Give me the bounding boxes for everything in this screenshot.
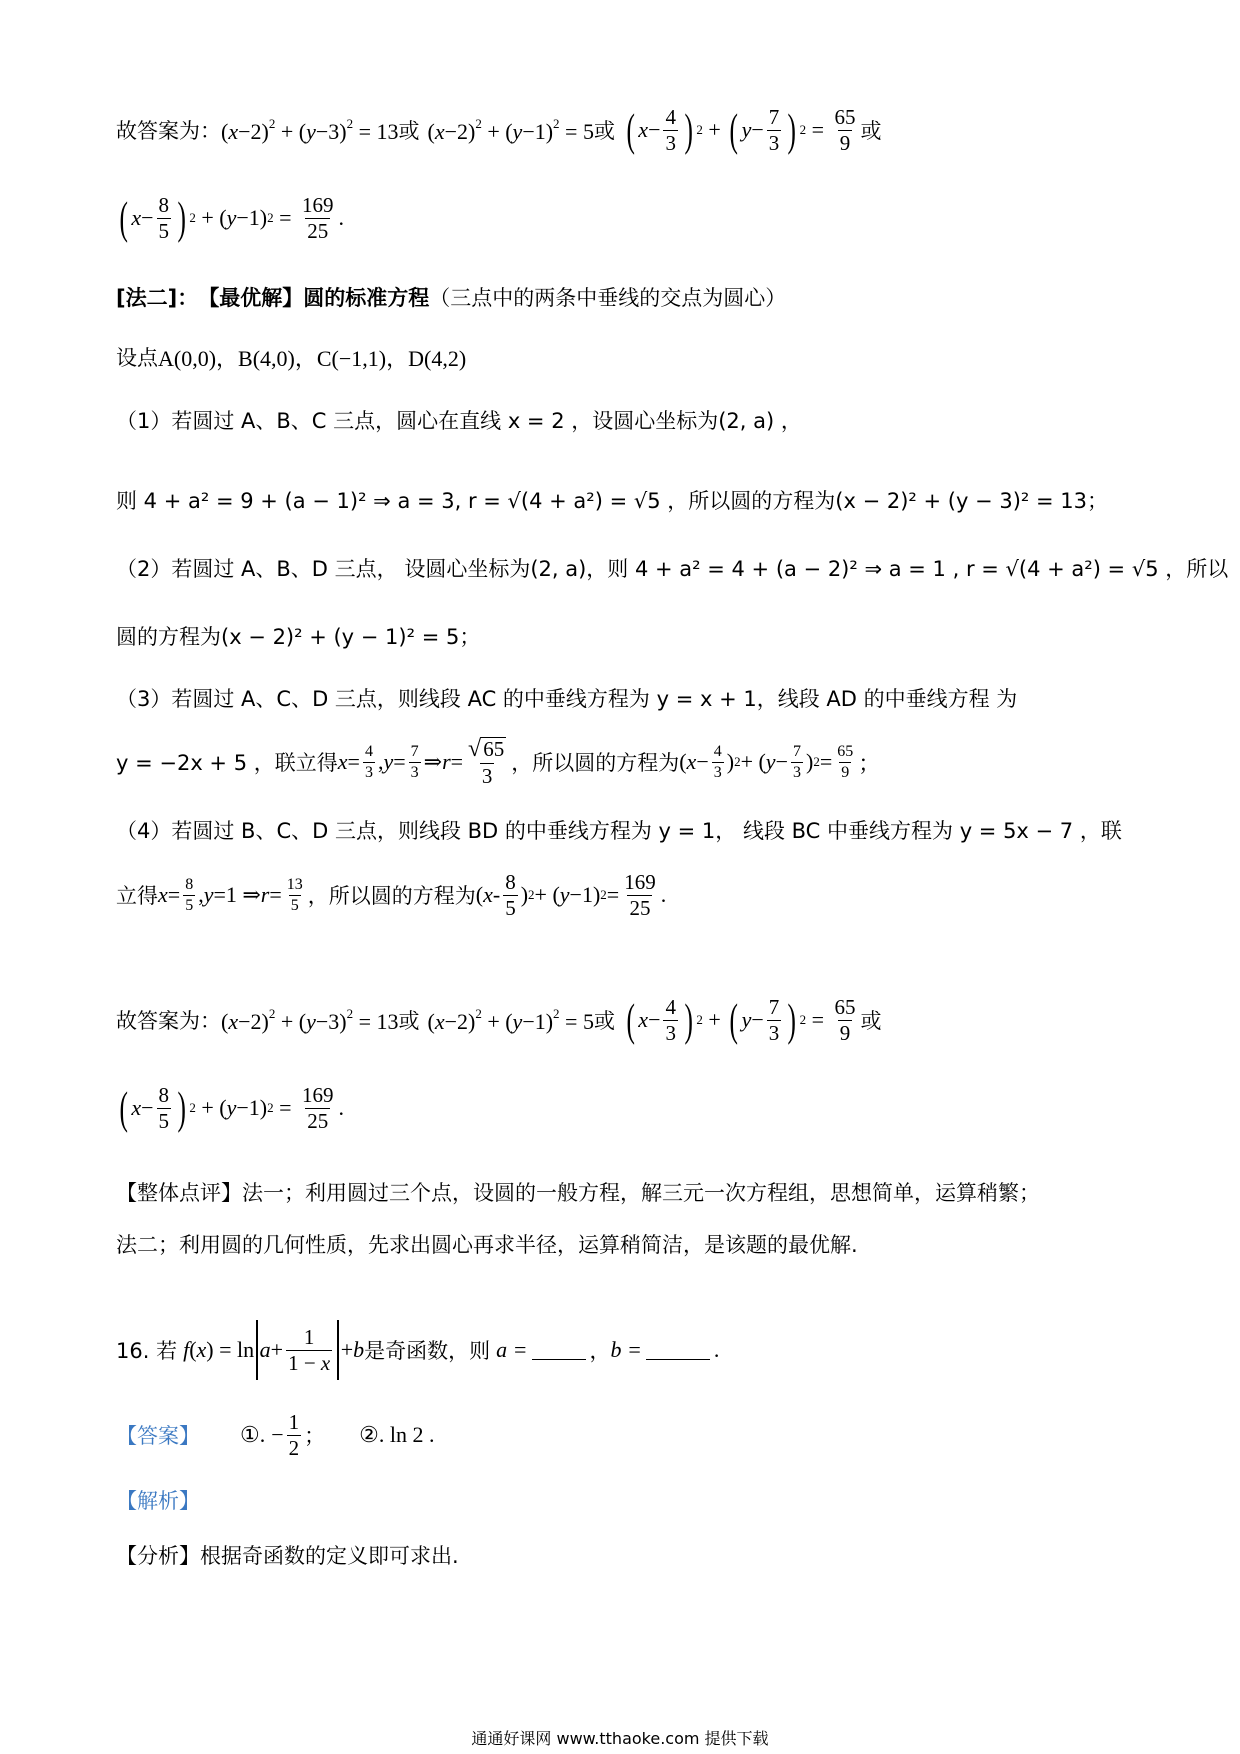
or-text: 或 bbox=[860, 119, 882, 143]
final-answer-line-1 bbox=[116, 90, 882, 170]
analysis-line: 【解析】 bbox=[116, 1489, 200, 1513]
case4-circle: ( x - $\frac{8}{5}$ ) 2 + ( y −1) 2 = $\frac{169}{25}$ . bbox=[475, 869, 667, 920]
page-footer: 通通好课网 www.tthaoke.com 提供下载 bbox=[471, 1729, 769, 1748]
comment-line-2: 法二；利用圆的几何性质，先求出圆心再求半径，运算稍简洁，是该题的最优解. bbox=[116, 1233, 858, 1257]
case1-text: （1）若圆过 A、B、C 三点，圆心在直线 x = 2 ，设圆心坐标为(2, a) ， bbox=[116, 409, 802, 433]
points-line: 设点 A(0,0)，B(4,0)，C(−1,1)，D(4,2) bbox=[116, 345, 467, 371]
blank-a bbox=[532, 1341, 586, 1360]
final-answer-line-2 bbox=[116, 178, 344, 258]
case3-calc: y = −2x + 5 ，联立得 x = $\frac{4}{3}$ , y = $\frac{7}{3}$ ⇒ r = √ 65 3 ，所以圆的方程为 ( x − $\frac{4}{3}$ ) 2 + ( y − $\frac{7}{3}$ ) 2 = $\frac{65}{9}$ ； bbox=[116, 735, 881, 789]
case3-text: （3）若圆过 A、C、D 三点，则线段 AC 的中垂线方程为 y = x + 1，线段 AD 的中垂线方程 为 bbox=[116, 687, 1018, 711]
eq-circle-4: ( x − $\frac{8}{5}$ ) 2 + ( y −1) 2 = $\frac{169}{25}$ . bbox=[119, 192, 344, 243]
case2-result: 圆的方程为(x − 2)² + (y − 1)² = 5； bbox=[116, 625, 481, 649]
problem-16: 16. 若 f ( x ) = ln a + $\frac{1}{1 - x}$ + b 是奇函数，则 a = ， b = . bbox=[116, 1312, 719, 1388]
case3-circle: ( x − $\frac{4}{3}$ ) 2 + ( y − $\frac{7}{3}$ ) 2 = $\frac{65}{9}$ ； bbox=[679, 742, 881, 781]
case1-calc: 则 4 + a² = 9 + (a − 1)² ⇒ a = 3, r = √(4 + a²) = √5 ，所以圆的方程为(x − 2)² + (y − 3)² = 13； bbox=[116, 489, 1108, 513]
case3-solution: x = $\frac{4}{3}$ , y = $\frac{7}{3}$ ⇒ r = √ 65 3 bbox=[337, 735, 505, 789]
comment-line-1: 【整体点评】 法一；利用圆过三个点，设圆的一般方程，解三元一次方程组，思想简单，运算稍繁； bbox=[116, 1181, 1040, 1205]
or-text: 或 bbox=[593, 119, 615, 143]
case4-calc: 立得 x = $\frac{8}{5}$ , y =1 ⇒ r = $\frac{13}{5}$ ，所以圆的方程为 ( x - $\frac{8}{5}$ ) 2 + ( y −1) 2 = $\frac{169}{25}$ . bbox=[116, 869, 667, 920]
final-answer-line-4: ( x − $\frac{8}{5}$ ) 2 + ( y −1) 2 = $\frac{169}{25}$ . bbox=[119, 1082, 344, 1133]
or-text: 或 bbox=[398, 119, 420, 143]
fenxi-line: 【分析】 根据奇函数的定义即可求出. bbox=[116, 1544, 459, 1568]
eq-circle-2: $(x-2)^2 + (y-1)^2 = 5$ bbox=[427, 115, 594, 144]
method2-heading: [法二]： 【最优解】 圆的标准方程 （三点中的两条中垂线的交点为圆心） bbox=[116, 286, 787, 310]
blank-b bbox=[646, 1341, 710, 1360]
case2-text: （2）若圆过 A、B、D 三点， 设圆心坐标为(2, a)，则 4 + a² = 4 + (a − 2)² ⇒ a = 1 , r = √(4 + a²) = √5 ，所以 bbox=[116, 557, 1229, 581]
answer-prefix: 故答案为： bbox=[116, 119, 221, 143]
eq-circle-3: ( x − $\frac{4}{3}$ ) 2 + ( y − $\frac{7}{3}$ ) 2 = $\frac{65}{9}$ bbox=[626, 104, 856, 155]
case4-solution: x = $\frac{8}{5}$ , y =1 ⇒ r = $\frac{13}{5}$ bbox=[158, 875, 303, 914]
answer-a-value: − $\frac{1}{2}$ bbox=[271, 1409, 300, 1460]
case4-text: （4）若圆过 B、C、D 三点，则线段 BD 的中垂线方程为 y = 1， 线段 BC 中垂线方程为 y = 5x − 7 ，联 bbox=[116, 819, 1122, 843]
function-expression: f ( x ) = ln a + $\frac{1}{1 - x}$ + b bbox=[183, 1320, 364, 1380]
eq-circle-1: $(x-2)^2 + (y-3)^2 = 13$ bbox=[221, 115, 399, 144]
final-answer-line-3: 故答案为： $(x-2)^2 + (y-3)^2 = 13$ 或 $(x-2)^2 + (y-1)^2 = 5$ 或 ( x − $\frac{4}{3}$ ) 2 + ( y − $\frac{7}{3}$ ) 2 = $\frac{65}{9}$ 或 bbox=[116, 994, 882, 1045]
answer-line: 【答案】 ①. − $\frac{1}{2}$ ； ②. ln 2 . bbox=[116, 1409, 435, 1460]
